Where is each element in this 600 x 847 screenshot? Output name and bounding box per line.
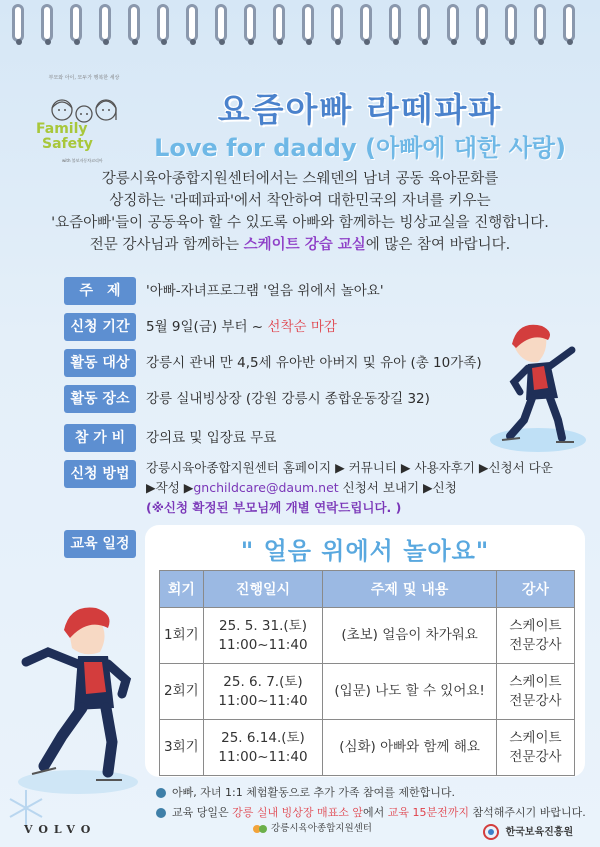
bullet-icon: [156, 808, 166, 818]
instructor-cell: [496, 720, 574, 776]
family-safety-logo: [28, 74, 140, 170]
page-title: 요즘아빠 라떼파파: [217, 90, 503, 129]
instructor-text: 스케이트: [509, 617, 562, 634]
schedule-box: [145, 525, 585, 777]
page-subtitle: Love for daddy (아빠에 대한 사랑): [154, 134, 566, 162]
intro-line: 상징하는 '라떼파파'에서 착안하여 대한민국의 자녀를 키우는: [109, 193, 491, 209]
session-cell: 2회기: [160, 664, 204, 720]
date-text: 25. 5. 31.(토): [218, 617, 307, 634]
info-label: 주 제: [64, 277, 136, 305]
info-label: 활동 장소: [64, 385, 136, 413]
intro-line: [30, 234, 570, 256]
logo-safety-text: Safety: [42, 136, 93, 152]
ring-icon: [128, 4, 140, 42]
ring-icon: [389, 4, 401, 42]
info-value: 강의료 및 입장료 무료: [146, 430, 277, 446]
ring-icon: [563, 4, 575, 42]
note-text: 참석해주시기 바랍니다.: [469, 806, 586, 819]
info-label: 신청 방법: [64, 460, 136, 488]
instructor-text: 전문강사: [509, 636, 562, 653]
note-item: [152, 803, 592, 823]
period-text: 5월 9일(금) 부터 ~: [146, 319, 268, 335]
ring-icon: [186, 4, 198, 42]
bullet-icon: [156, 788, 166, 798]
intro-line: 강릉시육아종합지원센터에서는 스웨덴의 남녀 공동 육아문화를: [101, 171, 499, 187]
logo-family-text: Family: [36, 121, 88, 137]
ring-icon: [360, 4, 372, 42]
logo-tagline: 부모와 아이, 모두가 행복한 세상: [48, 75, 120, 81]
time-text: 11:00~11:40: [218, 692, 308, 709]
column-header: 강사: [496, 571, 574, 608]
datetime-cell: [203, 664, 323, 720]
ring-icon: [331, 4, 343, 42]
date-text: 25. 6.14.(토): [221, 729, 305, 746]
intro-highlight: 스케이트 강습 교실: [243, 237, 366, 253]
ring-icon: [273, 4, 285, 42]
ring-icon: [476, 4, 488, 42]
info-value: '아빠-자녀프로그램 '얼음 위에서 놀아요': [146, 283, 384, 299]
info-label: 참 가 비: [64, 424, 136, 452]
instructor-cell: [496, 608, 574, 664]
column-header: 주제 및 내용: [323, 571, 497, 608]
table-row: [160, 664, 575, 720]
period-highlight: 선착순 마감: [267, 319, 337, 335]
topic-cell: (심화) 아빠와 함께 해요: [323, 720, 497, 776]
note-highlight: 강릉 실내 빙상장 매표소 앞: [232, 806, 363, 819]
skater-illustration-icon: [488, 318, 588, 454]
ring-icon: [447, 4, 459, 42]
session-cell: 3회기: [160, 720, 204, 776]
time-text: 11:00~11:40: [218, 636, 308, 653]
instructor-text: 스케이트: [509, 673, 562, 690]
ring-icon: [12, 4, 24, 42]
email-link[interactable]: gnchildcare@daum.net: [193, 480, 339, 495]
note-text: 에서: [363, 806, 388, 819]
datetime-cell: [203, 720, 323, 776]
ring-icon: [99, 4, 111, 42]
logo-subtext: with 볼보자동차코리아: [62, 158, 103, 163]
time-text: 11:00~11:40: [218, 748, 308, 765]
info-label: 활동 대상: [64, 349, 136, 377]
column-header: 진행일시: [203, 571, 323, 608]
spiral-binding: [0, 0, 600, 50]
instructor-text: 전문강사: [509, 748, 562, 765]
info-value: [146, 313, 337, 341]
ring-icon: [418, 4, 430, 42]
ring-icon: [70, 4, 82, 42]
intro-text: [30, 168, 570, 256]
info-label: 신청 기간: [64, 313, 136, 341]
intro-line: '요즘아빠'들이 공동육아 할 수 있도록 아빠와 함께하는 빙상교실을 진행합니다.: [51, 215, 549, 231]
note-item: [152, 783, 592, 803]
kcpi-emblem-icon: [480, 824, 502, 840]
ring-icon: [505, 4, 517, 42]
ring-icon: [215, 4, 227, 42]
ring-icon: [302, 4, 314, 42]
center-logo: [252, 820, 372, 836]
center-name: 강릉시육아종합지원센터: [271, 823, 372, 834]
instructor-cell: [496, 664, 574, 720]
note-text: 교육 당일은: [172, 806, 233, 819]
notes: [152, 783, 592, 823]
date-text: 25. 6. 7.(토): [223, 673, 303, 690]
topic-cell: (입문) 나도 할 수 있어요!: [323, 664, 497, 720]
session-cell: 1회기: [160, 608, 204, 664]
column-header: 회기: [160, 571, 204, 608]
method-line: 강릉시육아종합지원센터 홈페이지 ▶ 커뮤니티 ▶ 사용자후기 ▶신청서 다운: [146, 460, 553, 475]
note-highlight: 교육 15분전까지: [387, 806, 469, 819]
method-text: 신청서 보내기 ▶신청: [338, 480, 457, 495]
ring-icon: [244, 4, 256, 42]
center-emblem-icon: [252, 822, 268, 836]
method-text: ▶작성 ▶: [146, 480, 194, 495]
note-text: 아빠, 자녀 1:1 체험활동으로 추가 가족 참여를 제한합니다.: [172, 786, 455, 799]
schedule-title: " 얼음 위에서 놀아요": [240, 537, 490, 565]
info-value: 강릉 실내빙상장 (강원 강릉시 종합운동장길 32): [146, 391, 430, 407]
datetime-cell: [203, 608, 323, 664]
table-header-row: [160, 571, 575, 608]
info-value: 강릉시 관내 만 4,5세 유아반 아버지 및 유아 (총 10가족): [146, 355, 482, 371]
volvo-logo: VOLVO: [24, 823, 97, 836]
snowflake-icon: [6, 788, 46, 828]
schedule-table: [159, 570, 575, 776]
info-value: [146, 458, 553, 518]
kcpi-logo: [480, 823, 573, 840]
intro-line-pre: 전문 강사님과 함께하는: [89, 237, 244, 253]
method-note: (※신청 확정된 부모님께 개별 연락드립니다. ): [146, 500, 402, 515]
ring-icon: [41, 4, 53, 42]
kcpi-name: 한국보육진흥원: [505, 827, 574, 838]
ring-icon: [157, 4, 169, 42]
instructor-text: 전문강사: [509, 692, 562, 709]
ring-icon: [534, 4, 546, 42]
table-row: [160, 608, 575, 664]
intro-line-post: 에 많은 참여 바랍니다.: [365, 237, 511, 253]
topic-cell: (초보) 얼음이 차가워요: [323, 608, 497, 664]
table-row: [160, 720, 575, 776]
schedule-label: 교육 일정: [64, 530, 136, 558]
skater-illustration-icon: [8, 596, 148, 796]
method-line: [146, 478, 553, 498]
instructor-text: 스케이트: [509, 729, 562, 746]
